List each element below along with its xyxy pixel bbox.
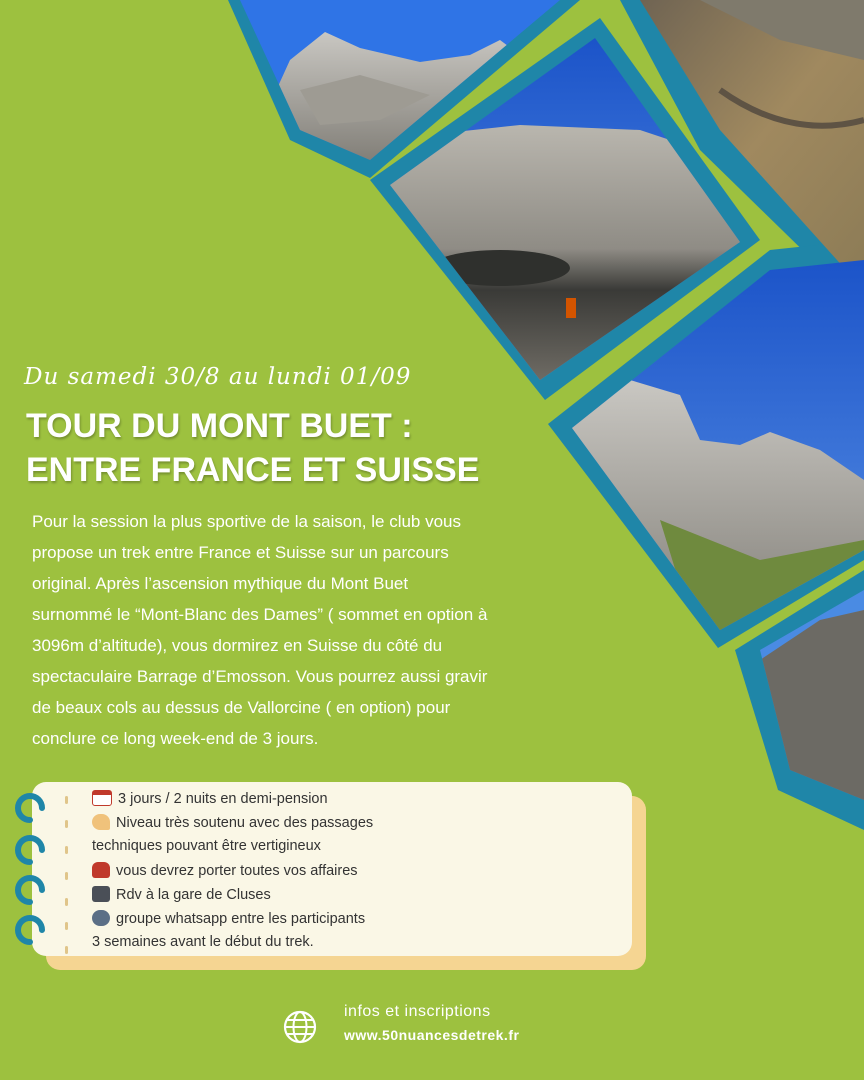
description-line: propose un trek entre France et Suisse sur un parcours: [32, 543, 449, 562]
description-line: original. Après l’ascension mythique du Mont Buet: [32, 574, 409, 593]
info-line: Rdv à la gare de Cluses: [92, 886, 612, 903]
dot: [65, 820, 68, 828]
info-line: Niveau très soutenu avec des passages: [92, 814, 612, 831]
calendar-icon: [92, 790, 112, 806]
title-line: TOUR DU MONT BUET :: [26, 407, 413, 445]
backpack-icon: [92, 862, 110, 878]
description: [32, 506, 562, 754]
dot: [65, 922, 68, 930]
website-link[interactable]: www.50nuancesdetrek.fr: [344, 1027, 520, 1043]
info-line: techniques pouvant être vertigineux: [92, 838, 321, 854]
footer-label: infos et inscriptions: [344, 1003, 491, 1020]
dot: [65, 846, 68, 854]
page-title: [26, 404, 546, 492]
date-range: Du samedi 30/8 au lundi 01/09: [24, 364, 412, 390]
description-line: conclure ce long week-end de 3 jours.: [32, 729, 319, 748]
spiral-ring-icon: [12, 874, 48, 908]
description-line: Pour la session la plus sportive de la saison, le club vous: [32, 512, 462, 531]
train-icon: [92, 886, 110, 902]
spiral-ring-icon: [12, 914, 48, 948]
info-line: vous devrez porter toutes vos affaires: [92, 862, 612, 879]
info-line: 3 jours / 2 nuits en demi-pension: [92, 790, 612, 807]
dot: [65, 796, 68, 804]
dot: [65, 898, 68, 906]
spiral-ring-icon: [12, 834, 48, 868]
info-line: 3 semaines avant le début du trek.: [92, 934, 314, 950]
description-line: surnommé le “Mont-Blanc des Dames” ( sommet en option à: [32, 605, 488, 624]
spiral-ring-icon: [12, 792, 48, 826]
info-line: groupe whatsapp entre les participants: [92, 910, 612, 927]
globe-icon: [283, 1010, 317, 1044]
description-line: spectaculaire Barrage d’Emosson. Vous pourrez aussi gravir: [32, 667, 488, 686]
info-card: [32, 782, 632, 956]
dot: [65, 946, 68, 954]
speaking-head-icon: [92, 910, 110, 926]
description-line: de beaux cols au dessus de Vallorcine ( en option) pour: [32, 698, 451, 717]
title-line: ENTRE FRANCE ET SUISSE: [26, 451, 480, 489]
dot: [65, 872, 68, 880]
flexed-arm-icon: [92, 814, 110, 830]
description-line: 3096m d’altitude), vous dormirez en Suisse du côté du: [32, 636, 443, 655]
